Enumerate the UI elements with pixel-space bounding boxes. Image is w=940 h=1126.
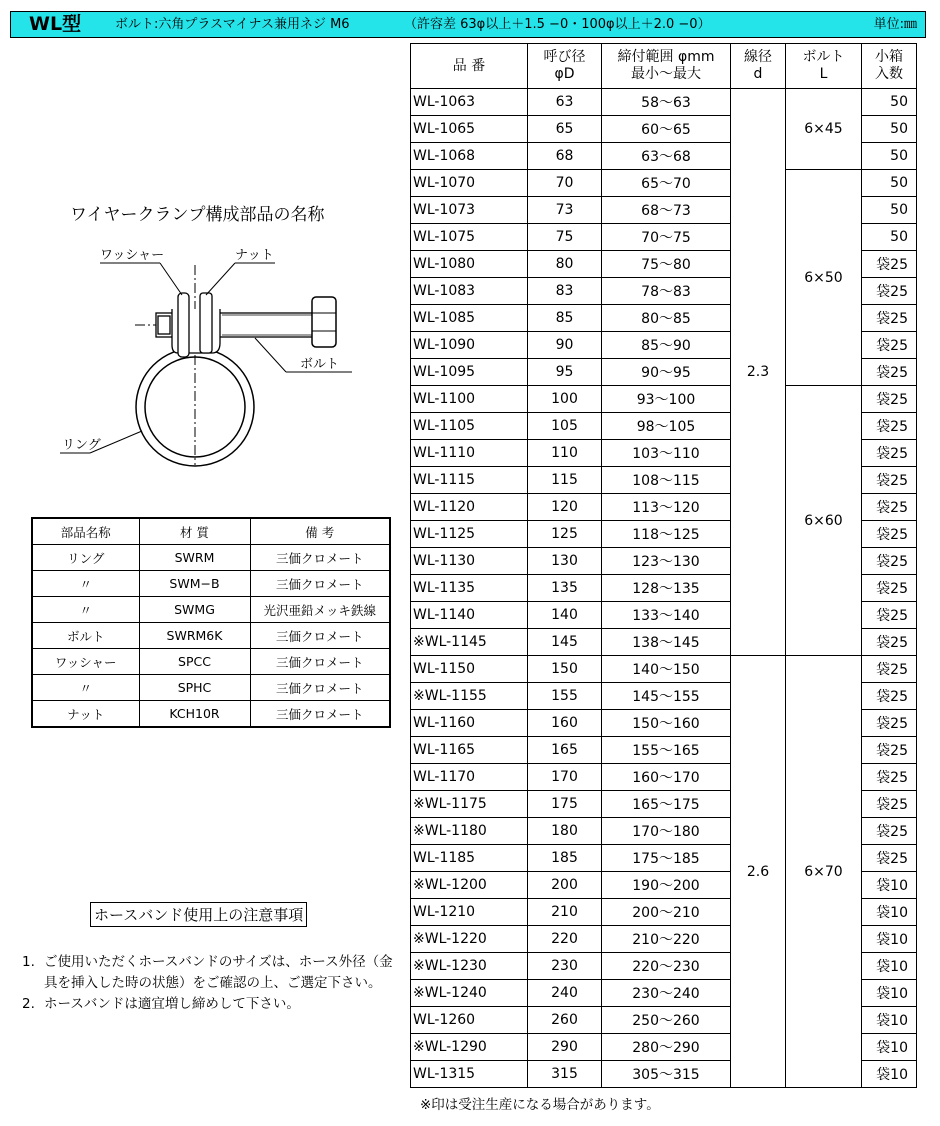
box-qty-cell: 袋25: [862, 305, 917, 332]
part-no-header: 品 番: [411, 44, 528, 89]
part-no-cell: WL-1085: [411, 305, 528, 332]
box-qty-cell: 50: [862, 224, 917, 251]
part-name-cell: 〃: [32, 675, 139, 701]
box-qty-cell: 袋25: [862, 656, 917, 683]
clamp-range-cell: 80〜85: [602, 305, 731, 332]
nominal-diameter-cell: 125: [528, 521, 602, 548]
table-row: [32, 545, 390, 571]
box-qty-cell: 袋25: [862, 818, 917, 845]
part-no-cell: WL-1135: [411, 575, 528, 602]
part-no-cell: WL-1210: [411, 899, 528, 926]
part-no-cell: ※WL-1145: [411, 629, 528, 656]
remarks-cell: 三価クロメート: [250, 623, 390, 649]
part-no-cell: WL-1115: [411, 467, 528, 494]
parts-header-row: [32, 518, 390, 545]
clamp-range-cell: 70〜75: [602, 224, 731, 251]
nominal-diameter-cell: 115: [528, 467, 602, 494]
material-cell: SWRM6K: [139, 623, 250, 649]
clamp-range-cell: 150〜160: [602, 710, 731, 737]
clamp-range-cell: 63〜68: [602, 143, 731, 170]
remarks-cell: 三価クロメート: [250, 675, 390, 701]
notes-title: ホースバンド使用上の注意事項: [90, 902, 307, 927]
nominal-diameter-cell: 80: [528, 251, 602, 278]
part-no-cell: ※WL-1240: [411, 980, 528, 1007]
part-no-cell: WL-1260: [411, 1007, 528, 1034]
bolt-spec: ボルト:六角プラスマイナス兼用ネジ M6: [115, 17, 350, 32]
table-row: [32, 649, 390, 675]
nut-label: ナット: [235, 248, 274, 263]
part-no-cell: WL-1095: [411, 359, 528, 386]
parts-header-remarks: 備 考: [250, 518, 390, 545]
part-no-cell: ※WL-1200: [411, 872, 528, 899]
unit-label: 単位:㎜: [873, 17, 917, 32]
note-item: 1. ご使用いただくホースバンドのサイズは、ホース外径（金具を挿入した時の状態）をご確認の上、ご選定下さい。: [22, 954, 393, 991]
nominal-diameter-cell: 200: [528, 872, 602, 899]
nominal-diameter-cell: 150: [528, 656, 602, 683]
part-no-cell: WL-1165: [411, 737, 528, 764]
bolt-size-cell: 6×70: [786, 656, 862, 1088]
box-qty-cell: 袋25: [862, 710, 917, 737]
range-header: 締付範囲 φmm 最小〜最大: [602, 44, 731, 89]
nominal-diameter-cell: 63: [528, 89, 602, 116]
bolt-header: ボルト L: [786, 44, 862, 89]
nominal-diameter-cell: 290: [528, 1034, 602, 1061]
clamp-range-cell: 160〜170: [602, 764, 731, 791]
nominal-diameter-cell: 68: [528, 143, 602, 170]
box-qty-cell: 袋25: [862, 494, 917, 521]
nominal-diameter-cell: 315: [528, 1061, 602, 1088]
part-no-cell: WL-1070: [411, 170, 528, 197]
box-qty-cell: 50: [862, 197, 917, 224]
box-qty-cell: 袋25: [862, 521, 917, 548]
box-qty-cell: 袋10: [862, 1034, 917, 1061]
bolt-label: ボルト: [300, 357, 340, 372]
box-qty-cell: 袋25: [862, 683, 917, 710]
box-qty-cell: 袋25: [862, 359, 917, 386]
table-row: [411, 89, 917, 116]
table-row: [32, 623, 390, 649]
part-no-cell: ※WL-1155: [411, 683, 528, 710]
part-no-cell: WL-1140: [411, 602, 528, 629]
nominal-diameter-cell: 130: [528, 548, 602, 575]
tolerance-spec: （許容差 63φ以上＋1.5 −0・100φ以上＋2.0 −0）: [404, 17, 711, 32]
part-no-cell: WL-1150: [411, 656, 528, 683]
ring-label: リング: [62, 438, 101, 453]
clamp-range-cell: 250〜260: [602, 1007, 731, 1034]
nominal-diameter-cell: 210: [528, 899, 602, 926]
box-qty-cell: 袋10: [862, 953, 917, 980]
nominal-diameter-cell: 105: [528, 413, 602, 440]
part-no-cell: WL-1080: [411, 251, 528, 278]
remarks-cell: 光沢亜鉛メッキ鉄線: [250, 597, 390, 623]
clamp-range-cell: 128〜135: [602, 575, 731, 602]
nominal-diameter-cell: 110: [528, 440, 602, 467]
clamp-range-cell: 60〜65: [602, 116, 731, 143]
part-no-cell: WL-1130: [411, 548, 528, 575]
nominal-header: 呼び径 φD: [528, 44, 602, 89]
wire-diameter-cell: 2.6: [731, 656, 786, 1088]
clamp-range-cell: 165〜175: [602, 791, 731, 818]
table-row: [411, 656, 917, 683]
box-qty-cell: 袋10: [862, 926, 917, 953]
clamp-range-cell: 113〜120: [602, 494, 731, 521]
bolt-size-cell: 6×60: [786, 386, 862, 656]
clamp-range-cell: 68〜73: [602, 197, 731, 224]
clamp-range-cell: 280〜290: [602, 1034, 731, 1061]
clamp-range-cell: 108〜115: [602, 467, 731, 494]
part-name-cell: 〃: [32, 597, 139, 623]
part-no-cell: WL-1073: [411, 197, 528, 224]
nominal-diameter-cell: 160: [528, 710, 602, 737]
nominal-diameter-cell: 180: [528, 818, 602, 845]
diagram-title: ワイヤークランプ構成部品の名称: [70, 205, 325, 225]
table-row: [32, 701, 390, 728]
nominal-diameter-cell: 75: [528, 224, 602, 251]
clamp-range-cell: 118〜125: [602, 521, 731, 548]
box-qty-cell: 袋10: [862, 1061, 917, 1088]
nominal-diameter-cell: 260: [528, 1007, 602, 1034]
table-row: [32, 571, 390, 597]
nominal-diameter-cell: 65: [528, 116, 602, 143]
box-qty-cell: 50: [862, 143, 917, 170]
table-row: [32, 675, 390, 701]
part-no-cell: ※WL-1175: [411, 791, 528, 818]
clamp-range-cell: 90〜95: [602, 359, 731, 386]
box-qty-cell: 50: [862, 116, 917, 143]
material-cell: SPHC: [139, 675, 250, 701]
part-no-cell: WL-1170: [411, 764, 528, 791]
box-qty-cell: 袋25: [862, 467, 917, 494]
part-no-cell: WL-1090: [411, 332, 528, 359]
box-qty-cell: 袋25: [862, 332, 917, 359]
nominal-diameter-cell: 85: [528, 305, 602, 332]
box-qty-cell: 50: [862, 89, 917, 116]
clamp-range-cell: 175〜185: [602, 845, 731, 872]
part-no-cell: WL-1185: [411, 845, 528, 872]
part-no-cell: WL-1120: [411, 494, 528, 521]
nominal-diameter-cell: 140: [528, 602, 602, 629]
nominal-diameter-cell: 83: [528, 278, 602, 305]
part-name-cell: ボルト: [32, 623, 139, 649]
parts-table-body: [32, 545, 390, 728]
part-no-cell: WL-1315: [411, 1061, 528, 1088]
header-bar: [10, 11, 926, 38]
box-qty-cell: 袋25: [862, 764, 917, 791]
wire-header: 線径 d: [731, 44, 786, 89]
clamp-range-cell: 145〜155: [602, 683, 731, 710]
parts-header-name: 部品名称: [32, 518, 139, 545]
nominal-diameter-cell: 100: [528, 386, 602, 413]
part-no-cell: ※WL-1290: [411, 1034, 528, 1061]
part-name-cell: ワッシャー: [32, 649, 139, 675]
nominal-diameter-cell: 70: [528, 170, 602, 197]
nominal-diameter-cell: 73: [528, 197, 602, 224]
box-header: 小箱 入数: [862, 44, 917, 89]
washer-label: ワッシャー: [100, 248, 165, 263]
clamp-range-cell: 190〜200: [602, 872, 731, 899]
part-no-cell: WL-1100: [411, 386, 528, 413]
box-qty-cell: 袋10: [862, 899, 917, 926]
part-no-cell: WL-1068: [411, 143, 528, 170]
nominal-diameter-cell: 220: [528, 926, 602, 953]
box-qty-cell: 袋25: [862, 278, 917, 305]
box-qty-cell: 袋25: [862, 413, 917, 440]
nominal-diameter-cell: 240: [528, 980, 602, 1007]
part-no-cell: WL-1065: [411, 116, 528, 143]
spec-header-row: [411, 44, 917, 89]
box-qty-cell: 袋25: [862, 548, 917, 575]
part-no-cell: WL-1105: [411, 413, 528, 440]
note-item: 2. ホースバンドは適宜増し締めして下さい。: [22, 996, 300, 1012]
nominal-diameter-cell: 170: [528, 764, 602, 791]
remarks-cell: 三価クロメート: [250, 701, 390, 728]
box-qty-cell: 袋25: [862, 602, 917, 629]
clamp-range-cell: 230〜240: [602, 980, 731, 1007]
part-no-cell: WL-1110: [411, 440, 528, 467]
clamp-range-cell: 170〜180: [602, 818, 731, 845]
table-row: [411, 170, 917, 197]
part-name-cell: リング: [32, 545, 139, 571]
table-row: [32, 597, 390, 623]
box-qty-cell: 袋10: [862, 1007, 917, 1034]
bolt-size-cell: 6×45: [786, 89, 862, 170]
box-qty-cell: 袋10: [862, 872, 917, 899]
clamp-range-cell: 123〜130: [602, 548, 731, 575]
part-no-cell: WL-1063: [411, 89, 528, 116]
clamp-range-cell: 93〜100: [602, 386, 731, 413]
box-qty-cell: 袋25: [862, 440, 917, 467]
parts-table: [31, 517, 391, 728]
part-no-cell: ※WL-1220: [411, 926, 528, 953]
clamp-range-cell: 65〜70: [602, 170, 731, 197]
nominal-diameter-cell: 120: [528, 494, 602, 521]
part-no-cell: ※WL-1180: [411, 818, 528, 845]
clamp-range-cell: 138〜145: [602, 629, 731, 656]
model-title: WL型: [29, 13, 82, 35]
clamp-range-cell: 140〜150: [602, 656, 731, 683]
spec-table: [410, 43, 917, 1088]
box-qty-cell: 袋10: [862, 980, 917, 1007]
clamp-range-cell: 78〜83: [602, 278, 731, 305]
box-qty-cell: 袋25: [862, 386, 917, 413]
table-row: [411, 386, 917, 413]
clamp-range-cell: 75〜80: [602, 251, 731, 278]
nominal-diameter-cell: 135: [528, 575, 602, 602]
material-cell: SWMG: [139, 597, 250, 623]
wire-clamp-diagram: [60, 235, 370, 485]
clamp-range-cell: 58〜63: [602, 89, 731, 116]
clamp-range-cell: 85〜90: [602, 332, 731, 359]
notes-list: [22, 952, 394, 1015]
spec-table-body: [411, 89, 917, 1088]
material-cell: SPCC: [139, 649, 250, 675]
nominal-diameter-cell: 155: [528, 683, 602, 710]
wire-diameter-cell: 2.3: [731, 89, 786, 656]
clamp-range-cell: 98〜105: [602, 413, 731, 440]
remarks-cell: 三価クロメート: [250, 649, 390, 675]
remarks-cell: 三価クロメート: [250, 545, 390, 571]
nominal-diameter-cell: 90: [528, 332, 602, 359]
part-no-cell: WL-1083: [411, 278, 528, 305]
part-no-cell: WL-1160: [411, 710, 528, 737]
material-cell: SWM−B: [139, 571, 250, 597]
clamp-range-cell: 103〜110: [602, 440, 731, 467]
part-no-cell: WL-1075: [411, 224, 528, 251]
nominal-diameter-cell: 165: [528, 737, 602, 764]
nominal-diameter-cell: 175: [528, 791, 602, 818]
clamp-range-cell: 305〜315: [602, 1061, 731, 1088]
material-cell: SWRM: [139, 545, 250, 571]
bolt-size-cell: 6×50: [786, 170, 862, 386]
remarks-cell: 三価クロメート: [250, 571, 390, 597]
box-qty-cell: 袋25: [862, 629, 917, 656]
part-no-cell: ※WL-1230: [411, 953, 528, 980]
footnote: ※印は受注生産になる場合があります。: [420, 1097, 660, 1113]
nominal-diameter-cell: 230: [528, 953, 602, 980]
box-qty-cell: 袋25: [862, 737, 917, 764]
clamp-range-cell: 133〜140: [602, 602, 731, 629]
clamp-range-cell: 220〜230: [602, 953, 731, 980]
part-no-cell: WL-1125: [411, 521, 528, 548]
parts-header-material: 材 質: [139, 518, 250, 545]
clamp-range-cell: 200〜210: [602, 899, 731, 926]
clamp-range-cell: 155〜165: [602, 737, 731, 764]
nominal-diameter-cell: 95: [528, 359, 602, 386]
clamp-range-cell: 210〜220: [602, 926, 731, 953]
nominal-diameter-cell: 145: [528, 629, 602, 656]
box-qty-cell: 袋25: [862, 575, 917, 602]
part-name-cell: ナット: [32, 701, 139, 728]
part-name-cell: 〃: [32, 571, 139, 597]
box-qty-cell: 50: [862, 170, 917, 197]
box-qty-cell: 袋25: [862, 251, 917, 278]
box-qty-cell: 袋25: [862, 791, 917, 818]
material-cell: KCH10R: [139, 701, 250, 728]
nominal-diameter-cell: 185: [528, 845, 602, 872]
box-qty-cell: 袋25: [862, 845, 917, 872]
